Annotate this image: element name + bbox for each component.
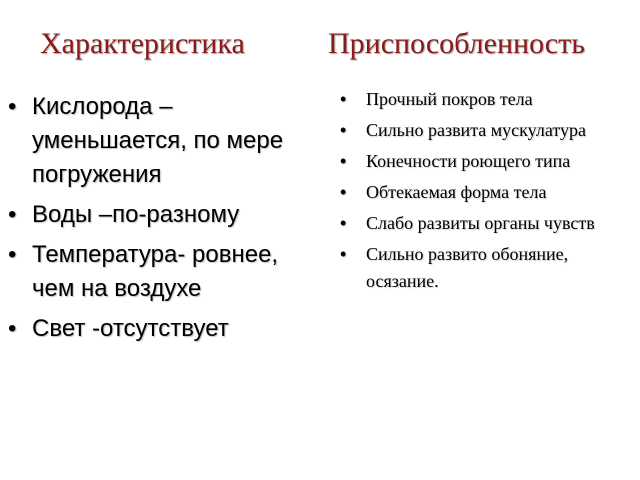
adaptations-item: • Сильно развита мускулатура	[340, 117, 634, 144]
heading-adaptations: Приспособленность	[328, 27, 585, 60]
characteristics-item: • Температура- ровнее, чем на воздухе	[8, 238, 308, 306]
adaptations-list	[340, 86, 634, 299]
characteristics-item: • Воды –по-разному	[8, 198, 308, 232]
adaptations-item: • Прочный покров тела	[340, 86, 634, 113]
adaptations-item: • Конечности роющего типа	[340, 148, 634, 175]
adaptations-item: • Сильно развито обоняние, осязание.	[340, 241, 634, 295]
adaptations-item: • Обтекаемая форма тела	[340, 179, 634, 206]
characteristics-item: • Свет -отсутствует	[8, 312, 308, 346]
characteristics-list	[8, 90, 308, 352]
characteristics-item: • Кислорода – уменьшается, по мере погружения	[8, 90, 308, 192]
adaptations-item: • Слабо развиты органы чувств	[340, 210, 634, 237]
heading-characteristics: Характеристика	[40, 27, 245, 60]
